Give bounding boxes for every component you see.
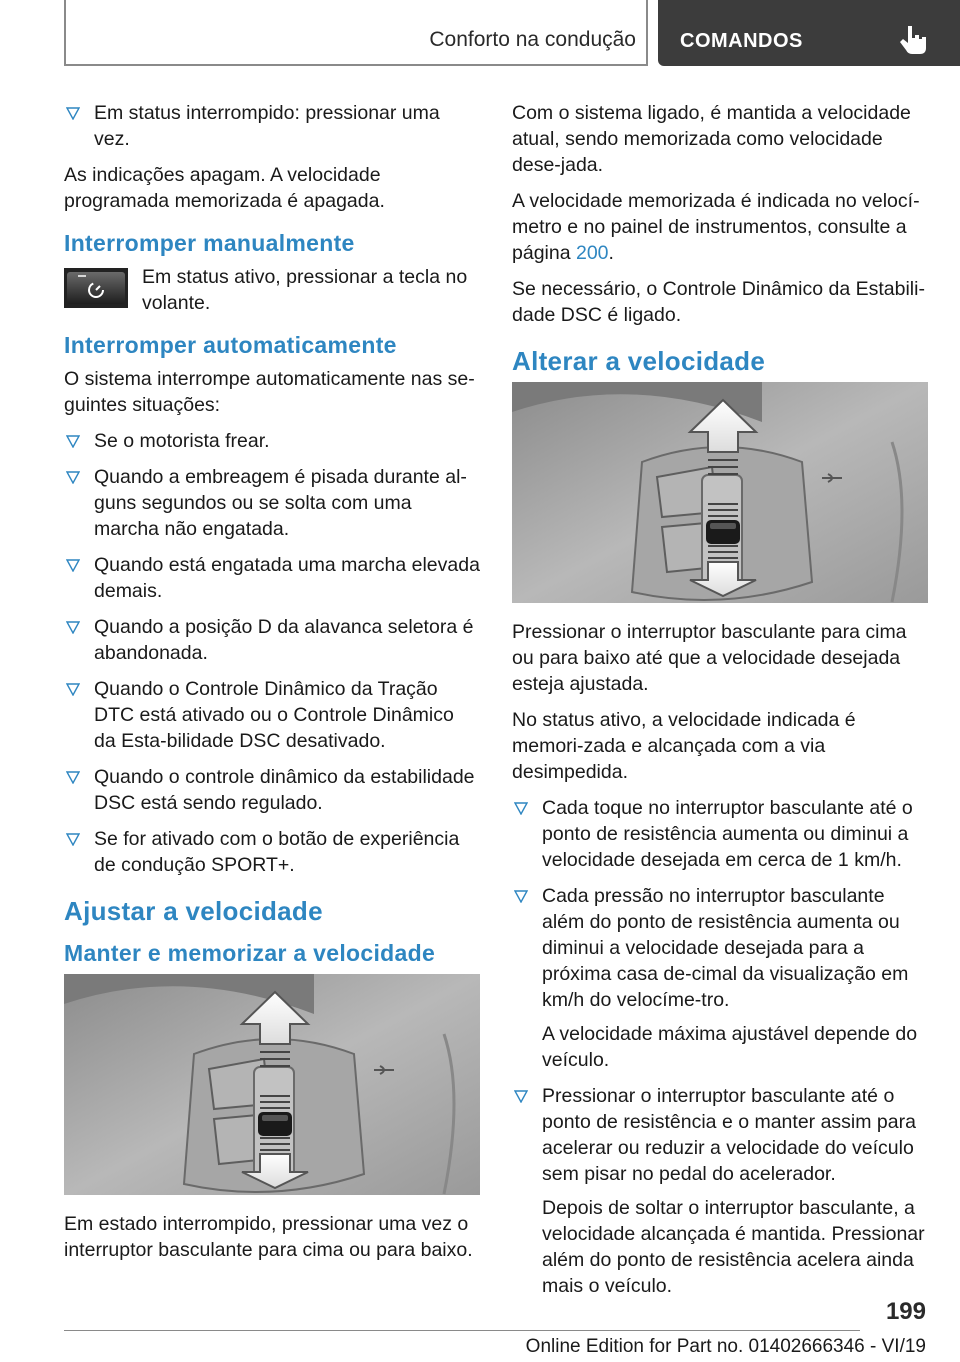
list-item-text: Quando a embreagem é pisada durante al‐guns segundos ou se solta com uma marcha não engatada. [94,466,467,540]
triangle-bullet-icon [66,683,80,696]
bullet-list [64,100,480,152]
list-item-text: Se for ativado com o botão de experiência de condução SPORT+. [94,828,460,876]
list-item [64,614,480,666]
section-title: Conforto na condução [429,28,636,51]
list-item-text: Pressionar o interruptor basculante até o ponto de resistência e o manter assim para acelerar ou reduzir a velocidade do veículo sem pisar no pedal do acelerador. [542,1085,916,1185]
figure-caption: Pressionar o interruptor basculante para cima ou para baixo até que a velocidade desejada esteja ajustada. [512,621,907,695]
paragraph-text: A velocidade memorizada é indicada no velocí‐metro e no painel de instrumentos, consulte a página [512,190,920,264]
list-item-text: Quando o controle dinâmico da estabilidade DSC está sendo regulado. [94,766,475,814]
page-number: 199 [885,1298,926,1325]
triangle-bullet-icon [514,802,528,815]
hand-pointer-icon [894,22,934,58]
list-item [64,428,480,454]
steering-wheel-rocker-switch-image [512,382,928,603]
paragraph: As indicações apagam. A velocidade programada memorizada é apagada. [64,164,385,212]
header-rule [646,0,648,64]
chapter-tab [658,0,960,66]
list-item [512,795,928,873]
edition-footer: Online Edition for Part no. 01402666346 - VI/19 [525,1336,926,1357]
list-item [64,764,480,816]
figure-caption: Em estado interrompido, pressionar uma vez o interruptor basculante para cima ou para baixo. [64,1213,473,1261]
list-item-text: Em status interrompido: pressionar uma vez. [94,102,440,150]
steering-wheel-key-icon [64,268,128,308]
triangle-bullet-icon [514,1090,528,1103]
page-reference-link[interactable]: 200 [575,242,609,264]
footer-rule [64,1330,860,1331]
triangle-bullet-icon [66,559,80,572]
paragraph: O sistema interrompe automaticamente nas se‐guintes situações: [64,368,475,416]
left-column [64,100,480,1273]
bullet-list [512,795,928,1299]
triangle-bullet-icon [66,107,80,120]
list-item-subtext: A velocidade máxima ajustável depende do veículo. [542,1023,918,1071]
list-item-text: Se o motorista frear. [94,430,270,452]
chapter-title: COMANDOS [680,30,803,52]
triangle-bullet-icon [66,471,80,484]
paragraph [512,188,928,266]
heading-keep-speed: Manter e memorizar a velocidade [64,940,436,966]
heading-change-speed: Alterar a velocidade [512,346,766,376]
right-column [512,100,928,1309]
steering-wheel-rocker-switch-image [64,974,480,1195]
paragraph: No status ativo, a velocidade indicada é memori‐zada e alcançada com a via desimpedida. [512,709,856,783]
triangle-bullet-icon [66,771,80,784]
triangle-bullet-icon [514,890,528,903]
list-item [64,826,480,878]
key-instruction-text: Em status ativo, pressionar a tecla no volante. [142,266,468,314]
header-rule [64,64,648,66]
list-item-text: Cada pressão no interruptor basculante além do ponto de resistência aumenta ou diminui a velocidade desejada para a próxima casa de‐cimal da visualização em km/h do velocíme‐tro. [542,885,909,1011]
paragraph: Com o sistema ligado, é mantida a velocidade atual, sendo memorizada como velocidade dese‐jada. [512,102,911,176]
bullet-list [64,428,480,878]
list-item-subtext: Depois de soltar o interruptor basculante, a velocidade alcançada é mantida. Pressionar além do ponto de resistência acelera ainda mais o veículo. [542,1197,925,1297]
page-header [0,0,960,66]
key-instruction [64,264,480,316]
header-rule [64,0,66,64]
list-item [512,1083,928,1299]
triangle-bullet-icon [66,435,80,448]
triangle-bullet-icon [66,621,80,634]
list-item-text: Quando a posição D da alavanca seletora é abandonada. [94,616,474,664]
paragraph-text: . [608,242,614,264]
heading-adjust-speed: Ajustar a velocidade [64,896,323,926]
list-item [64,100,480,152]
list-item [512,883,928,1073]
paragraph: Se necessário, o Controle Dinâmico da Estabili‐dade DSC é ligado. [512,278,925,326]
list-item-text: Cada toque no interruptor basculante até o ponto de resistência aumenta ou diminui a velocidade desejada em cerca de 1 km/h. [542,797,913,871]
heading-auto-interrupt: Interromper automaticamente [64,332,397,358]
heading-manual-interrupt: Interromper manualmente [64,230,355,256]
list-item-text: Quando o Controle Dinâmico da Tração DTC está ativado ou o Controle Dinâmico da Esta‐bilidade DSC desativado. [94,678,454,752]
list-item [64,552,480,604]
list-item [64,464,480,542]
list-item-text: Quando está engatada uma marcha elevada demais. [94,554,480,602]
list-item [64,676,480,754]
triangle-bullet-icon [66,833,80,846]
